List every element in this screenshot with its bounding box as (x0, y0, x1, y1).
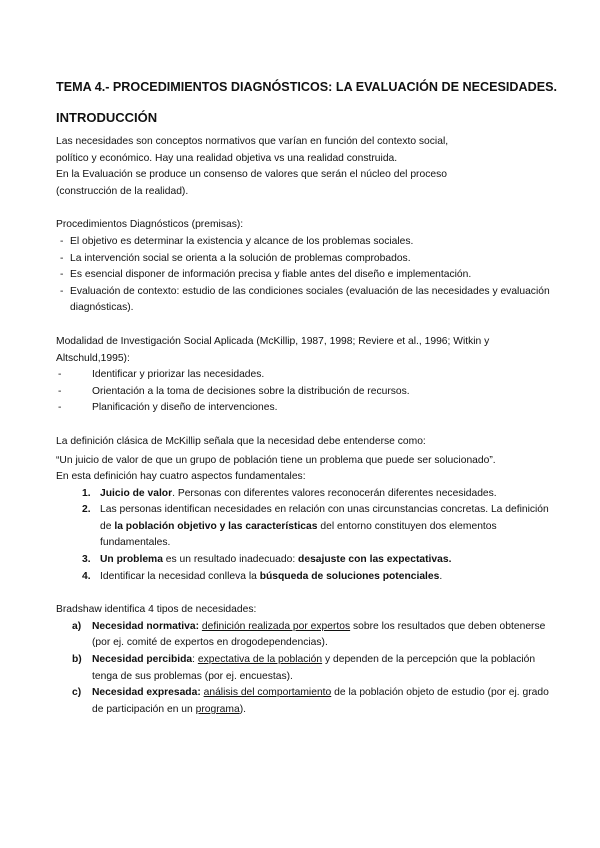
list-item: b) Necesidad percibida: expectativa de la población y dependen de la percepción que la población tenga de sus problemas (por ej. encuestas). (72, 654, 536, 682)
procedures-heading: Procedimientos Diagnósticos (premisas): (56, 219, 244, 231)
list-item: - Es esencial disponer de información precisa y fiable antes del diseño e implementación. (60, 267, 560, 284)
intro-line: político y económico. Hay una realidad objetiva vs una realidad construida. (56, 152, 398, 164)
mckillip-line: La definición clásica de McKillip señala que la necesidad debe entenderse como: (56, 435, 426, 447)
list-item: 2. Las personas identifican necesidades en relación con unas circunstancias concretas. La definición de la población objetivo y las características del entorno constituyen dos elementos fundamentales. (82, 504, 549, 549)
list-item: 3. Un problema es un resultado inadecuado: desajuste con las expectativas. (82, 554, 452, 566)
intro-line: Las necesidades son conceptos normativos que varían en función del contexto social, (56, 136, 449, 147)
definition-quote: “Un juicio de valor de que un grupo de población tiene un problema que puede ser solucionado”. (56, 454, 496, 466)
intro-line: En la Evaluación se produce un consenso de valores que serán el núcleo del proceso (56, 169, 447, 181)
list-item: - Identificar y priorizar las necesidades. (58, 367, 560, 384)
procedures-list (56, 234, 560, 317)
page-title: TEMA 4.- PROCEDIMIENTOS DIAGNÓSTICOS: LA EVALUACIÓN DE NECESIDADES. (56, 80, 557, 94)
list-item: 4. Identificar la necesidad conlleva la búsqueda de soluciones potenciales. (82, 570, 443, 582)
list-item: - Evaluación de contexto: estudio de las condiciones sociales (evaluación de las necesidades y evaluación diagnósticas). (60, 284, 560, 317)
list-item: - Planificación y diseño de intervenciones. (58, 400, 560, 417)
list-item: - El objetivo es determinar la existencia y alcance de los problemas sociales. (60, 234, 560, 251)
intro-line: (construcción de la realidad). (56, 185, 189, 197)
list-item: - Orientación a la toma de decisiones sobre la distribución de recursos. (58, 384, 560, 401)
list-item: c) Necesidad expresada: análisis del comportamiento de la población objeto de estudio (por ej. grado de participación en un programa). (72, 687, 549, 715)
aspects-list (56, 486, 560, 586)
intro-heading: INTRODUCCIÓN (56, 110, 158, 125)
list-item: 1. Juicio de valor. Personas con diferentes valores reconocerán diferentes necesidades. (82, 487, 497, 499)
aspects-heading: En esta definición hay cuatro aspectos fundamentales: (56, 471, 306, 483)
bradshaw-heading: Bradshaw identifica 4 tipos de necesidades: (56, 604, 257, 616)
modalidad-paragraph: Modalidad de Investigación Social Aplicada (McKillip, 1987, 1998; Reviere et al., 1996; Witkin y Altschuld,1995): (56, 335, 490, 364)
needs-types-list (56, 619, 560, 719)
list-item: - La intervención social se orienta a la solución de problemas comprobados. (60, 251, 560, 268)
modalidad-list (56, 367, 560, 417)
list-item: a) Necesidad normativa: definición realizada por expertos sobre los resultados que deben obtenerse (por ej. comité de expertos en drogodependencias). (72, 620, 546, 649)
